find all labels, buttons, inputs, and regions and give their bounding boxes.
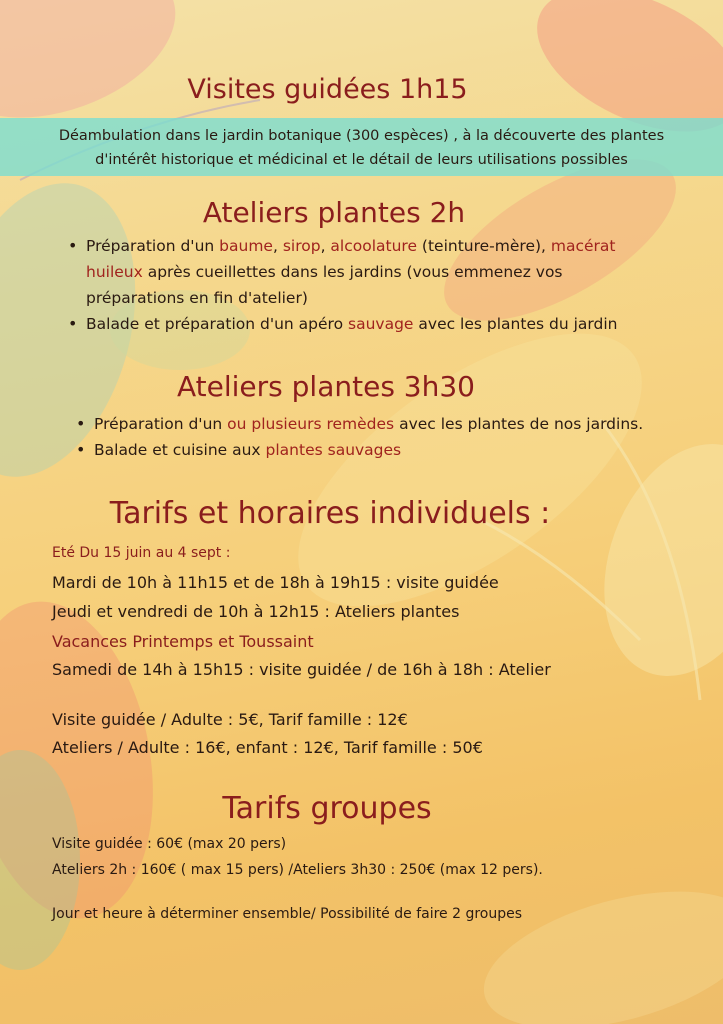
tarifs-individuels-title: Tarifs et horaires individuels :	[109, 496, 551, 531]
groupes-visite-line: Visite guidée : 60€ (max 20 pers)	[52, 836, 287, 852]
description-line: Déambulation dans le jardin botanique (300 espèces) , à la découverte des plantes	[58, 128, 665, 144]
list-item: • Préparation d'un baume, sirop, alcoolature (teinture-mère), macérat huileux après cueillettes dans les jardins (vous emmenez vos préparations en fin d'atelier)	[64, 233, 664, 311]
groupes-note-line: Jour et heure à déterminer ensemble/ Possibilité de faire 2 groupes	[52, 906, 523, 922]
tarifs-groupes-title: Tarifs groupes	[222, 791, 432, 826]
vacances-label: Vacances Printemps et Toussaint	[52, 632, 314, 651]
groupes-ateliers-line: Ateliers 2h : 160€ ( max 15 pers) /Ateliers 3h30 : 250€ (max 12 pers).	[52, 862, 543, 878]
visites-title: Visites guidées 1h15	[187, 74, 468, 105]
list-item: • Balade et préparation d'un apéro sauvage avec les plantes du jardin	[64, 311, 664, 337]
visites-description	[0, 124, 723, 172]
description-line: d'intérêt historique et médicinal et le détail de leurs utilisations possibles	[95, 152, 628, 168]
ete-label: Eté Du 15 juin au 4 sept :	[52, 545, 231, 561]
ateliers-2h-title: Ateliers plantes 2h	[202, 196, 466, 229]
prix-ateliers-line: Ateliers / Adulte : 16€, enfant : 12€, Tarif famille : 50€	[52, 738, 483, 757]
samedi-line: Samedi de 14h à 15h15 : visite guidée / de 16h à 18h : Atelier	[52, 660, 551, 679]
ateliers-3h30-title: Ateliers plantes 3h30	[177, 370, 475, 403]
ateliers-2h-list	[64, 233, 664, 337]
list-item: • Préparation d'un ou plusieurs remèdes avec les plantes de nos jardins.	[72, 411, 692, 437]
ateliers-3h30-list	[72, 411, 692, 463]
jeudi-line: Jeudi et vendredi de 10h à 12h15 : Ateliers plantes	[52, 602, 460, 621]
mardi-line: Mardi de 10h à 11h15 et de 18h à 19h15 : visite guidée	[52, 573, 499, 592]
list-item: • Balade et cuisine aux plantes sauvages	[72, 437, 692, 463]
prix-visite-line: Visite guidée / Adulte : 5€, Tarif famille : 12€	[52, 710, 408, 729]
